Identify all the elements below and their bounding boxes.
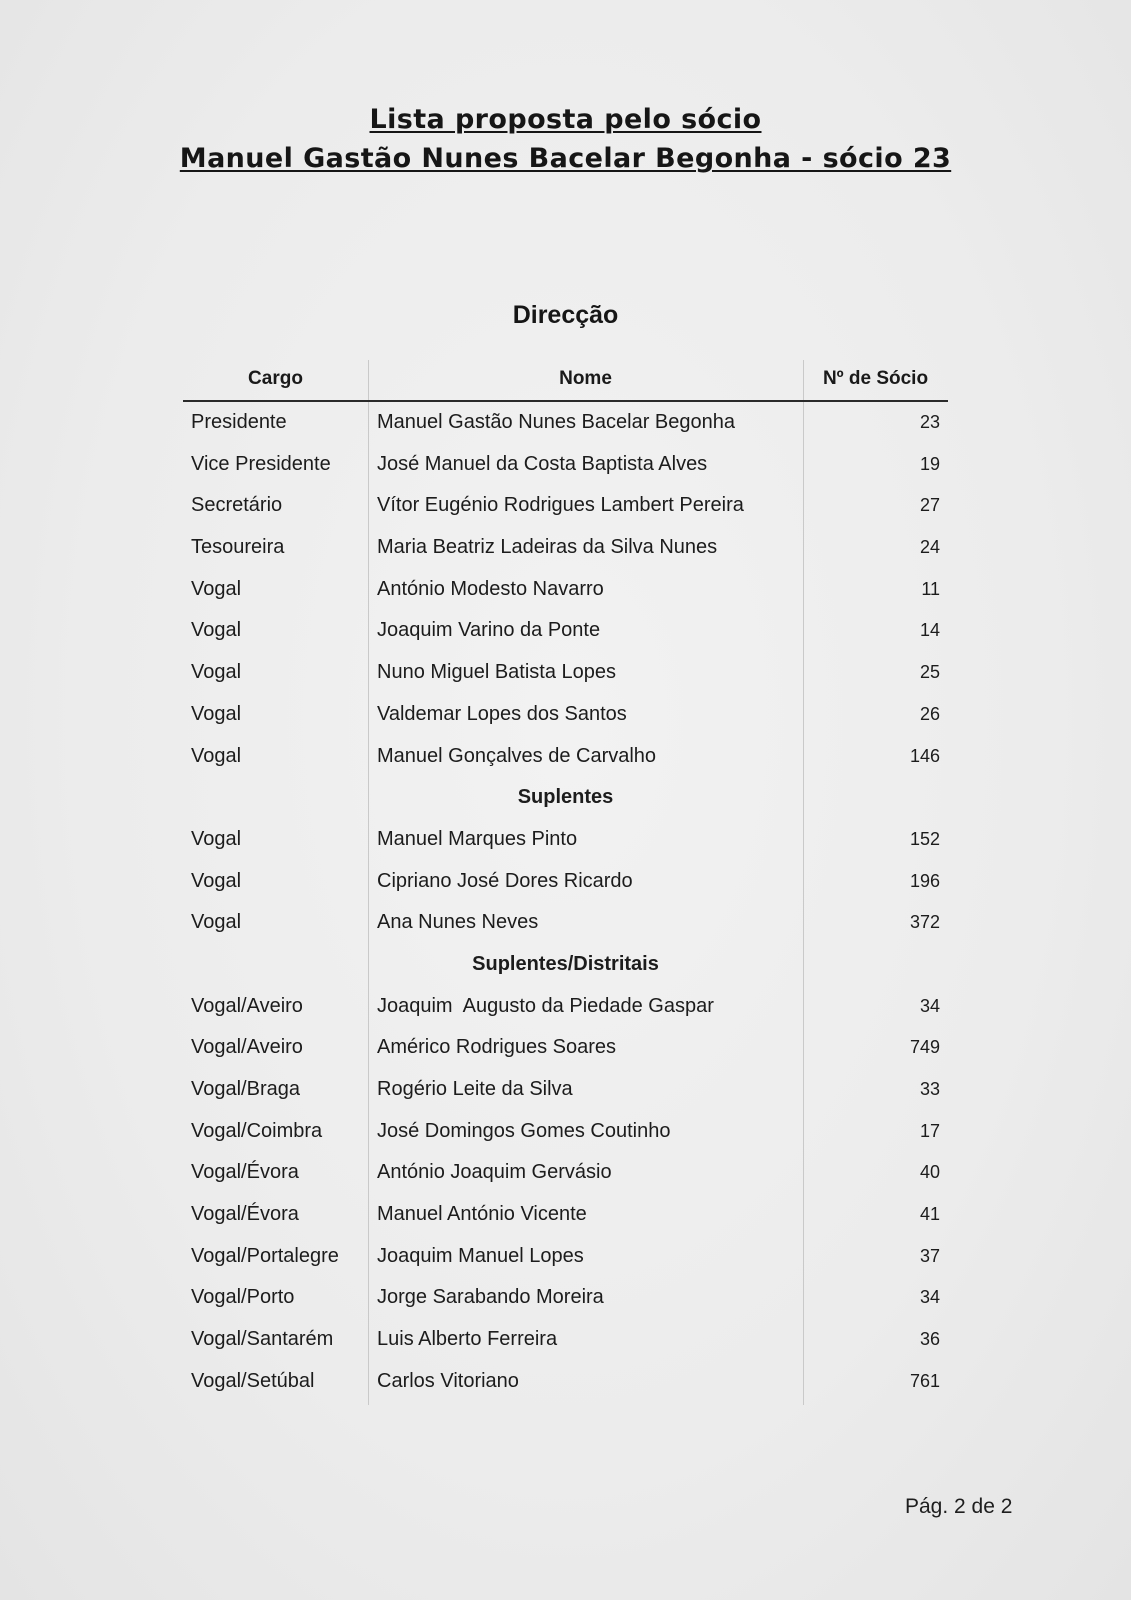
- cell-numero: 146: [909, 745, 940, 766]
- cell-nome: Rogério Leite da Silva: [377, 1078, 573, 1100]
- cell-numero: 26: [919, 703, 940, 724]
- table-row: [183, 569, 948, 611]
- cell-cargo: Vogal: [191, 661, 242, 684]
- table-row: [183, 1319, 948, 1361]
- cell-cargo: Vice Presidente: [191, 452, 331, 475]
- cell-nome: José Manuel da Costa Baptista Alves: [377, 452, 708, 475]
- cell-cargo: Vogal: [191, 619, 242, 642]
- cell-numero: 25: [919, 662, 940, 683]
- column-header-nome: Nome: [559, 368, 612, 389]
- table-row: [183, 986, 948, 1028]
- suplentes-group: [183, 819, 948, 944]
- cell-cargo: Vogal: [191, 702, 242, 725]
- cell-nome: Américo Rodrigues Soares: [377, 1036, 616, 1059]
- cell-cargo: Vogal: [191, 911, 242, 934]
- cell-cargo: Vogal: [191, 869, 242, 892]
- cell-numero: 14: [919, 620, 940, 641]
- column-header-cargo: Cargo: [248, 368, 303, 389]
- cell-nome: António Joaquim Gervásio: [377, 1161, 612, 1184]
- table-row: [183, 694, 948, 736]
- table-row: [183, 902, 948, 944]
- cell-numero: 34: [919, 1287, 940, 1308]
- cell-cargo: Vogal/Braga: [191, 1078, 300, 1100]
- document-title-line-2: Manuel Gastão Nunes Bacelar Begonha - sócio 23: [179, 143, 952, 174]
- column-header-numero: Nº de Sócio: [822, 368, 929, 389]
- cell-numero: 19: [919, 453, 940, 474]
- cell-nome: Manuel Gastão Nunes Bacelar Begonha: [377, 411, 736, 433]
- cell-nome: Nuno Miguel Batista Lopes: [377, 661, 617, 684]
- cell-numero: 37: [919, 1245, 940, 1266]
- cell-cargo: Presidente: [191, 411, 287, 433]
- table-row: [183, 652, 948, 694]
- cell-nome: Jorge Sarabando Moreira: [377, 1286, 604, 1309]
- direccao-group: [183, 402, 948, 777]
- cell-nome: Joaquim Manuel Lopes: [377, 1244, 584, 1267]
- cell-cargo: Vogal/Portalegre: [191, 1244, 339, 1267]
- cell-nome: Vítor Eugénio Rodrigues Lambert Pereira: [377, 494, 744, 517]
- members-table: [183, 402, 948, 1403]
- cell-nome: Joaquim Augusto da Piedade Gaspar: [377, 994, 714, 1017]
- table-row: [183, 1194, 948, 1236]
- cell-nome: António Modesto Navarro: [377, 577, 604, 600]
- table-row: [183, 1361, 948, 1403]
- cell-nome: José Domingos Gomes Coutinho: [377, 1119, 671, 1142]
- subsection-heading-distritais-text: Suplentes/Distritais: [472, 952, 659, 975]
- table-row: [183, 861, 948, 903]
- table-row: [183, 819, 948, 861]
- table-row: [183, 402, 948, 444]
- cell-cargo: Vogal/Aveiro: [191, 1036, 303, 1059]
- cell-cargo: Vogal/Évora: [191, 1161, 299, 1184]
- cell-numero: 761: [909, 1370, 940, 1391]
- cell-numero: 36: [919, 1329, 940, 1350]
- cell-numero: 40: [919, 1162, 940, 1183]
- cell-numero: 23: [919, 412, 940, 432]
- cell-nome: Manuel Marques Pinto: [377, 827, 578, 850]
- section-heading: Direcção: [512, 301, 619, 329]
- table-row: [183, 610, 948, 652]
- table-row: [183, 1027, 948, 1069]
- table-row: [183, 485, 948, 527]
- cell-nome: Luis Alberto Ferreira: [377, 1328, 558, 1351]
- cell-nome: Maria Beatriz Ladeiras da Silva Nunes: [377, 536, 718, 559]
- table-row: [183, 1277, 948, 1319]
- cell-numero: 41: [919, 1204, 940, 1225]
- table-row: [183, 444, 948, 486]
- cell-cargo: Secretário: [191, 494, 283, 517]
- table-row: [183, 1152, 948, 1194]
- subsection-heading-suplentes: [183, 777, 948, 819]
- cell-numero: 24: [919, 537, 940, 558]
- cell-nome: Cipriano José Dores Ricardo: [377, 869, 633, 892]
- subsection-heading-distritais: [183, 944, 948, 986]
- table-row: [183, 527, 948, 569]
- cell-nome: Valdemar Lopes dos Santos: [377, 702, 627, 725]
- cell-numero: 372: [909, 912, 940, 933]
- cell-nome: Ana Nunes Neves: [377, 911, 539, 934]
- cell-cargo: Vogal: [191, 827, 242, 850]
- document-title-line-1: Lista proposta pelo sócio: [369, 104, 762, 135]
- cell-cargo: Vogal/Santarém: [191, 1328, 334, 1351]
- cell-cargo: Vogal/Setúbal: [191, 1369, 315, 1392]
- cell-nome: Carlos Vitoriano: [377, 1369, 519, 1392]
- cell-numero: 749: [909, 1037, 940, 1058]
- cell-cargo: Vogal/Évora: [191, 1203, 299, 1226]
- subsection-heading-suplentes-text: Suplentes: [517, 786, 614, 809]
- page-number: Pág. 2 de 2: [905, 1495, 1013, 1518]
- table-row: [183, 1236, 948, 1278]
- cell-numero: 196: [909, 870, 940, 891]
- cell-numero: 17: [919, 1120, 940, 1141]
- cell-cargo: Vogal/Coimbra: [191, 1119, 323, 1142]
- cell-cargo: Vogal/Aveiro: [191, 994, 303, 1017]
- cell-numero: 34: [919, 995, 940, 1016]
- table-header: [183, 360, 948, 402]
- cell-numero: 11: [921, 578, 940, 599]
- cell-cargo: Vogal: [191, 744, 242, 767]
- cell-numero: 152: [909, 828, 940, 849]
- distritais-group: [183, 986, 948, 1403]
- table-row: [183, 1111, 948, 1153]
- table-row: [183, 736, 948, 778]
- cell-nome: Manuel Gonçalves de Carvalho: [377, 744, 657, 767]
- cell-cargo: Vogal/Porto: [191, 1286, 295, 1309]
- cell-cargo: Tesoureira: [191, 536, 285, 559]
- cell-cargo: Vogal: [191, 577, 242, 600]
- cell-nome: Joaquim Varino da Ponte: [377, 619, 601, 642]
- table-row: [183, 1069, 948, 1111]
- cell-numero: 27: [919, 495, 940, 516]
- cell-nome: Manuel António Vicente: [377, 1203, 587, 1226]
- cell-numero: 33: [919, 1079, 940, 1099]
